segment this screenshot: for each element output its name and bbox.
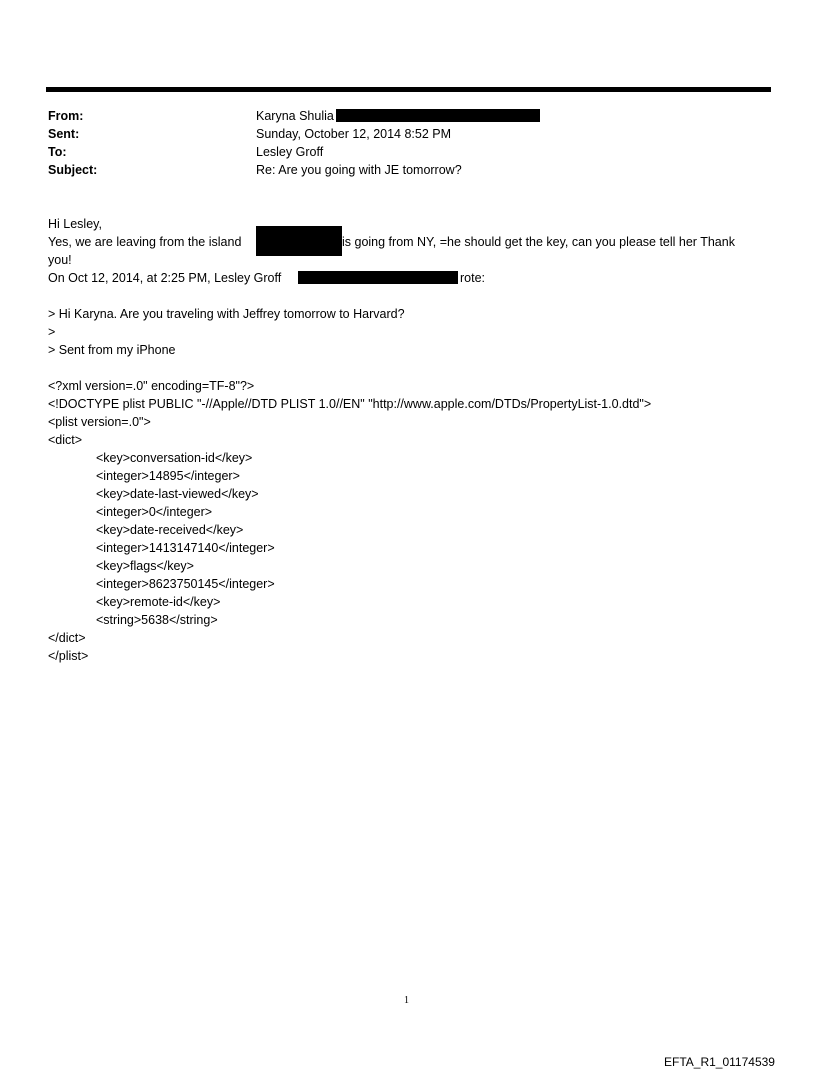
plist-line: <plist version=.0"> — [48, 415, 151, 429]
plist-line: </dict> — [48, 631, 86, 645]
plist-line: <key>date-last-viewed</key> — [96, 487, 259, 501]
subject-label: Subject: — [48, 163, 98, 177]
plist-line: <?xml version=.0" encoding=TF-8"?> — [48, 379, 255, 393]
body-line-2: you! — [48, 253, 72, 267]
plist-line: <key>remote-id</key> — [96, 595, 221, 609]
body-line-3b: rote: — [460, 271, 486, 285]
plist-line: <key>date-received</key> — [96, 523, 244, 537]
redaction-box — [256, 226, 342, 256]
body-line-3a: On Oct 12, 2014, at 2:25 PM, Lesley Groff — [48, 271, 282, 285]
plist-line: <string>5638</string> — [96, 613, 218, 627]
body-greeting: Hi Lesley, — [48, 217, 102, 231]
to-value: Lesley Groff — [256, 145, 324, 159]
redaction-box — [336, 109, 540, 122]
plist-line: </plist> — [48, 649, 89, 663]
plist-line: <integer>0</integer> — [96, 505, 213, 519]
sent-label: Sent: — [48, 127, 80, 141]
sent-value: Sunday, October 12, 2014 8:52 PM — [256, 127, 452, 141]
plist-line: <integer>1413147140</integer> — [96, 541, 275, 555]
to-label: To: — [48, 145, 67, 159]
quote-line-3: > Sent from my iPhone — [48, 343, 176, 357]
quote-line-2: > — [48, 325, 56, 339]
page-number: 1 — [404, 995, 409, 1006]
body-line-1a: Yes, we are leaving from the island — [48, 235, 242, 249]
subject-value: Re: Are you going with JE tomorrow? — [256, 163, 462, 177]
from-value: Karyna Shulia — [256, 109, 334, 123]
plist-line: <key>flags</key> — [96, 559, 194, 573]
from-label: From: — [48, 109, 84, 123]
plist-line: <key>conversation-id</key> — [96, 451, 253, 465]
quote-line-1: > Hi Karyna. Are you traveling with Jeffrey tomorrow to Harvard? — [48, 307, 405, 321]
plist-line: <integer>14895</integer> — [96, 469, 240, 483]
bates-number: EFTA_R1_01174539 — [664, 1055, 775, 1069]
header-divider — [46, 87, 771, 92]
plist-line: <!DOCTYPE plist PUBLIC "-//Apple//DTD PLIST 1.0//EN" "http://www.apple.com/DTDs/PropertyList-1.0.dtd"> — [48, 397, 652, 411]
redaction-box — [298, 271, 458, 284]
plist-line: <integer>8623750145</integer> — [96, 577, 275, 591]
body-line-1b: is going from NY, =he should get the key, can you please tell her Thank — [342, 235, 735, 249]
plist-line: <dict> — [48, 433, 83, 447]
